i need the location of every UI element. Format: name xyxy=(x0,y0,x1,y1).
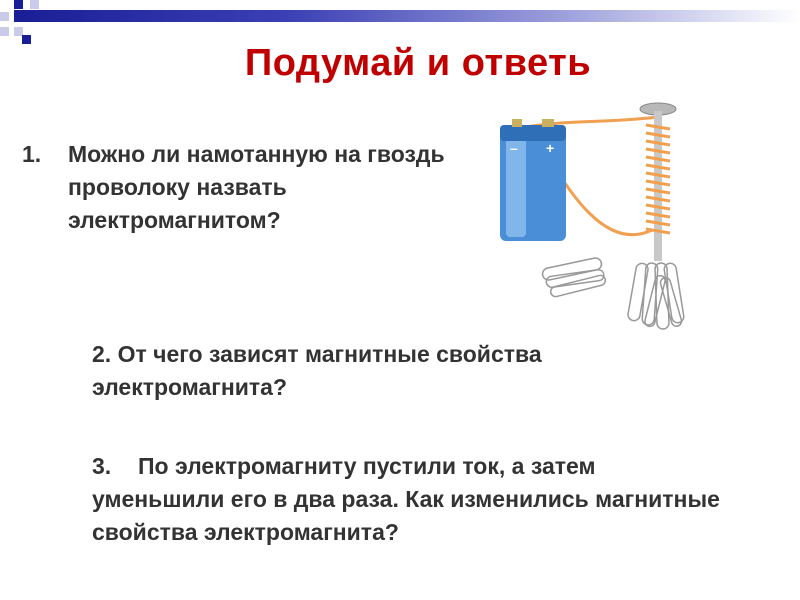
question-3-number: 3. xyxy=(92,453,112,479)
decorative-header-bar xyxy=(0,0,800,42)
decor-square xyxy=(0,27,9,36)
battery-minus: – xyxy=(510,140,518,156)
slide-title: Подумай и ответь xyxy=(244,42,592,84)
hanging-paperclips xyxy=(627,262,685,329)
loose-paperclips xyxy=(541,257,606,298)
question-1-number: 1. xyxy=(22,141,42,167)
question-1-text: Можно ли намотанную на гвоздь проволоку назвать электромагнитом? xyxy=(68,141,445,233)
question-3-text: По электромагниту пустили ток, а затем уменьшили его в два раза. Как изменились магнитные свойства электромагнита? xyxy=(92,453,720,545)
decor-square xyxy=(30,0,39,9)
question-2-text: 2. От чего зависят магнитные свойства электромагнита? xyxy=(92,341,542,400)
question-3 xyxy=(92,450,732,549)
battery-icon xyxy=(500,119,566,241)
battery-plus: + xyxy=(546,140,555,156)
header-gradient-line xyxy=(14,10,800,22)
decor-square xyxy=(14,0,23,9)
decor-square xyxy=(0,12,9,21)
electromagnet-illustration xyxy=(490,95,720,340)
